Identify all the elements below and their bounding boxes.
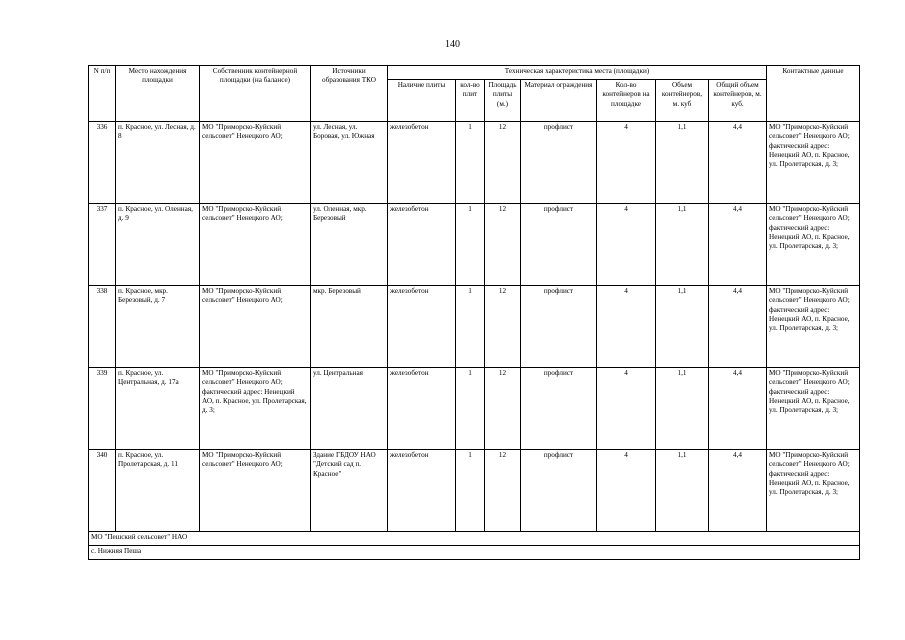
cell-slab: железобетон	[388, 450, 456, 532]
subsection-row	[89, 546, 860, 560]
table-row	[89, 122, 860, 204]
cell-sources: Здание ГБДОУ НАО "Детский сад п. Красное"	[311, 450, 388, 532]
cell-owner: МО "Приморско-Куйский сельсовет" Ненецкого АО; фактический адрес: Ненецкий АО, п. Красное, ул. Пролетарская, д. 3;	[200, 368, 311, 450]
cell-slab: железобетон	[388, 286, 456, 368]
cell-fence: профлист	[521, 286, 597, 368]
cell-slab-count: 1	[456, 450, 485, 532]
table-row	[89, 204, 860, 286]
cell-slab-area: 12	[485, 286, 521, 368]
cell-contacts: МО "Приморско-Куйский сельсовет" Ненецкого АО; фактический адрес: Ненецкий АО, п. Красное, ул. Пролетарская, д. 3;	[767, 368, 860, 450]
cell-containers: 4	[597, 450, 656, 532]
cell-volume: 1,1	[656, 204, 709, 286]
cell-containers: 4	[597, 368, 656, 450]
header-volume: Объем контейнеров, м. куб	[656, 80, 709, 122]
cell-containers: 4	[597, 122, 656, 204]
header-owner: Собственник контейнерной площадки (на балансе)	[200, 66, 311, 122]
cell-num: 336	[89, 122, 116, 204]
cell-fence: профлист	[521, 204, 597, 286]
cell-contacts: МО "Приморско-Куйский сельсовет" Ненецкого АО; фактический адрес: Ненецкий АО, п. Красное, ул. Пролетарская, д. 3;	[767, 286, 860, 368]
header-slab: Наличие плиты	[388, 80, 456, 122]
cell-location: п. Красное, ул. Оленная, д. 9	[116, 204, 200, 286]
page-number: 140	[445, 39, 460, 50]
cell-total-volume: 4,4	[709, 122, 767, 204]
cell-total-volume: 4,4	[709, 204, 767, 286]
section-title: МО "Пешский сельсовет" НАО	[89, 532, 860, 546]
cell-num: 340	[89, 450, 116, 532]
header-total-volume: Общий объем контейнеров, м. куб.	[709, 80, 767, 122]
table-row	[89, 368, 860, 450]
cell-slab-count: 1	[456, 204, 485, 286]
cell-slab-area: 12	[485, 368, 521, 450]
cell-num: 338	[89, 286, 116, 368]
cell-slab: железобетон	[388, 368, 456, 450]
subsection-title: с. Нижняя Пеша	[89, 546, 860, 560]
table-row	[89, 450, 860, 532]
cell-sources: мкр. Березовый	[311, 286, 388, 368]
cell-slab: железобетон	[388, 204, 456, 286]
header-row	[89, 66, 860, 80]
header-sources: Источники образования ТКО	[311, 66, 388, 122]
cell-slab-area: 12	[485, 122, 521, 204]
cell-contacts: МО "Приморско-Куйский сельсовет" Ненецкого АО; фактический адрес: Ненецкий АО, п. Красное, ул. Пролетарская, д. 3;	[767, 122, 860, 204]
section-row	[89, 532, 860, 546]
cell-location: п. Красное, ул. Лесная, д. 8	[116, 122, 200, 204]
header-slab-area: Площадь плиты (м.)	[485, 80, 521, 122]
header-num: N п/п	[89, 66, 116, 122]
cell-containers: 4	[597, 204, 656, 286]
cell-volume: 1,1	[656, 450, 709, 532]
cell-contacts: МО "Приморско-Куйский сельсовет" Ненецкого АО; фактический адрес: Ненецкий АО, п. Красное, ул. Пролетарская, д. 3;	[767, 450, 860, 532]
header-containers: Кол-во контейнеров на площадке	[597, 80, 656, 122]
cell-fence: профлист	[521, 122, 597, 204]
cell-slab-count: 1	[456, 122, 485, 204]
cell-slab-area: 12	[485, 204, 521, 286]
cell-owner: МО "Приморско-Куйский сельсовет" Ненецкого АО;	[200, 122, 311, 204]
cell-containers: 4	[597, 286, 656, 368]
cell-num: 337	[89, 204, 116, 286]
cell-slab-area: 12	[485, 450, 521, 532]
cell-owner: МО "Приморско-Куйский сельсовет" Ненецкого АО;	[200, 450, 311, 532]
cell-contacts: МО "Приморско-Куйский сельсовет" Ненецкого АО; фактический адрес: Ненецкий АО, п. Красное, ул. Пролетарская, д. 3;	[767, 204, 860, 286]
cell-sources: ул. Оленная, мкр. Березовый	[311, 204, 388, 286]
cell-slab-count: 1	[456, 368, 485, 450]
cell-fence: профлист	[521, 368, 597, 450]
cell-owner: МО "Приморско-Куйский сельсовет" Ненецкого АО;	[200, 204, 311, 286]
cell-slab-count: 1	[456, 286, 485, 368]
cell-volume: 1,1	[656, 122, 709, 204]
table-row	[89, 286, 860, 368]
cell-total-volume: 4,4	[709, 450, 767, 532]
cell-sources: ул. Центральная	[311, 368, 388, 450]
cell-volume: 1,1	[656, 286, 709, 368]
header-tech: Техническая характеристика места (площадки)	[388, 66, 767, 80]
header-slab-count: кол-во плит	[456, 80, 485, 122]
cell-num: 339	[89, 368, 116, 450]
cell-total-volume: 4,4	[709, 368, 767, 450]
cell-sources: ул. Лесная, ул. Боровая, ул. Южная	[311, 122, 388, 204]
cell-fence: профлист	[521, 450, 597, 532]
header-contacts: Контактные данные	[767, 66, 860, 122]
container-sites-table	[88, 65, 860, 560]
header-fence: Материал ограждения	[521, 80, 597, 122]
cell-volume: 1,1	[656, 368, 709, 450]
cell-location: п. Красное, ул. Пролетарская, д. 11	[116, 450, 200, 532]
cell-location: п. Красное, мкр. Березовый, д. 7	[116, 286, 200, 368]
cell-total-volume: 4,4	[709, 286, 767, 368]
cell-owner: МО "Приморско-Куйский сельсовет" Ненецкого АО;	[200, 286, 311, 368]
cell-location: п. Красное, ул. Центральная, д. 17а	[116, 368, 200, 450]
cell-slab: железобетон	[388, 122, 456, 204]
header-location: Место нахождения площадки	[116, 66, 200, 122]
